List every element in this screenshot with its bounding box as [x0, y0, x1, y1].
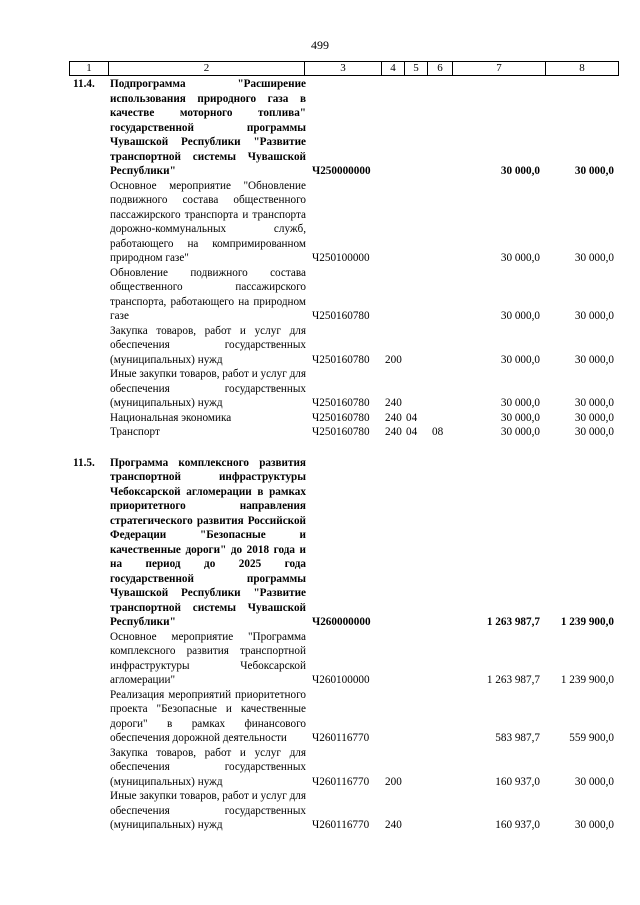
amount-col7: 583 987,7 [495, 732, 540, 744]
amount-col8: 1 239 900,0 [560, 674, 614, 686]
table-row [70, 367, 615, 411]
subsection-code: 08 [432, 426, 444, 438]
target-article-code: Ч250160780 [312, 411, 370, 424]
row-name: Основное мероприятие "Обновление подвижного состава общественного пассажирского транспорта и транспорта дорожно-коммунальных служб, работающего на компримированном природном газе" [110, 179, 306, 264]
row-name: Закупка товаров, работ и услуг для обеспечения государственных (муниципальных) нужд [110, 324, 306, 366]
row-name: Обновление подвижного состава общественного пассажирского транспорта, работающего на природном газе [110, 266, 306, 322]
row-name: Реализация мероприятий приоритетного проекта "Безопасные и качественные дороги" в рамках финансового обеспечения дорожной деятельности [110, 688, 306, 744]
amount-col8: 1 239 900,0 [560, 616, 614, 628]
column-header-table [69, 61, 619, 76]
section-code: 04 [406, 426, 418, 438]
target-article-code: Ч260116770 [312, 819, 370, 831]
row-number: 11.4. [73, 78, 95, 90]
amount-col7: 1 263 987,7 [486, 674, 540, 686]
target-article-code: Ч260000000 [312, 616, 371, 628]
amount-col8: 30 000,0 [574, 165, 614, 177]
amount-col8: 559 900,0 [569, 732, 614, 744]
amount-col8: 30 000,0 [574, 397, 614, 409]
row-name: Транспорт [110, 426, 160, 438]
row-number: 11.5. [73, 456, 95, 469]
amount-col7: 30 000,0 [500, 397, 540, 409]
amount-col8: 30 000,0 [574, 819, 614, 831]
row-name: Основное мероприятие "Программа комплексного развития транспортной инфраструктуры Чебоксарской агломерации" [110, 630, 306, 686]
table-row [70, 456, 615, 630]
column-header-cell: 1 [70, 62, 109, 76]
amount-col8: 30 000,0 [574, 310, 614, 322]
target-article-code: Ч250160780 [312, 397, 370, 409]
column-header-cell: 7 [453, 62, 546, 76]
expense-type-code: 240 [385, 397, 402, 409]
column-header-cell: 2 [109, 62, 305, 76]
amount-col7: 160 937,0 [495, 775, 540, 788]
column-header-cell: 8 [546, 62, 619, 76]
column-header-cell: 6 [428, 62, 453, 76]
amount-col8: 30 000,0 [574, 775, 614, 788]
target-article-code: Ч250160780 [312, 426, 370, 438]
target-article-code: Ч250100000 [312, 252, 370, 264]
row-name: Национальная экономика [110, 411, 232, 424]
target-article-code: Ч250160780 [312, 353, 370, 366]
column-header-cell: 3 [305, 62, 382, 76]
table-row [70, 266, 615, 324]
table-row [70, 411, 615, 426]
amount-col8: 30 000,0 [574, 353, 614, 366]
table-row [70, 688, 615, 746]
amount-col7: 30 000,0 [500, 252, 540, 264]
budget-table-body [70, 77, 615, 833]
row-name: Иные закупки товаров, работ и услуг для обеспечения государственных (муниципальных) нужд [110, 368, 307, 409]
target-article-code: Ч260100000 [312, 674, 370, 686]
amount-col7: 30 000,0 [500, 310, 540, 322]
amount-col7: 30 000,0 [500, 353, 540, 366]
expense-type-code: 240 [385, 411, 402, 424]
amount-col7: 30 000,0 [500, 165, 540, 177]
amount-col7: 30 000,0 [500, 426, 540, 438]
target-article-code: Ч250160780 [312, 310, 370, 322]
column-header-cell: 5 [405, 62, 428, 76]
amount-col7: 30 000,0 [500, 411, 540, 424]
row-name: Программа комплексного развития транспортной инфраструктуры Чебоксарской агломерации в рамках приоритетного направления стратегического развития Российской Федерации "Безопасные и качественные дороги" до 2018 года и на период до 2025 года государственной программы Чувашской Республики "Развитие транспортной системы Чувашской Республики" [110, 456, 306, 628]
amount-col8: 30 000,0 [574, 426, 614, 438]
target-article-code: Ч260116770 [312, 775, 370, 788]
table-row [70, 425, 615, 440]
expense-type-code: 200 [385, 353, 402, 366]
table-row [70, 324, 615, 368]
table-row [70, 746, 615, 790]
table-row [70, 77, 615, 179]
column-header-row [70, 62, 619, 76]
row-name: Иные закупки товаров, работ и услуг для обеспечения государственных (муниципальных) нужд [110, 790, 307, 831]
expense-type-code: 200 [385, 775, 402, 788]
amount-col7: 1 263 987,7 [486, 616, 540, 628]
expense-type-code: 240 [385, 426, 402, 438]
expense-type-code: 240 [385, 819, 402, 831]
amount-col8: 30 000,0 [574, 252, 614, 264]
target-article-code: Ч250000000 [312, 165, 371, 177]
target-article-code: Ч260116770 [312, 732, 370, 744]
table-row [70, 630, 615, 688]
column-header-cell: 4 [382, 62, 405, 76]
amount-col8: 30 000,0 [574, 411, 614, 424]
row-name: Закупка товаров, работ и услуг для обеспечения государственных (муниципальных) нужд [110, 746, 306, 788]
section-code: 04 [406, 411, 418, 424]
table-row [70, 789, 615, 833]
row-name: Подпрограмма "Расширение использования природного газа в качестве моторного топлива" государственной программы Чувашской Республики "Развитие транспортной системы Чувашской Республики" [110, 78, 306, 177]
page-number: 499 [311, 38, 329, 52]
table-row [70, 179, 615, 266]
amount-col7: 160 937,0 [495, 819, 540, 831]
